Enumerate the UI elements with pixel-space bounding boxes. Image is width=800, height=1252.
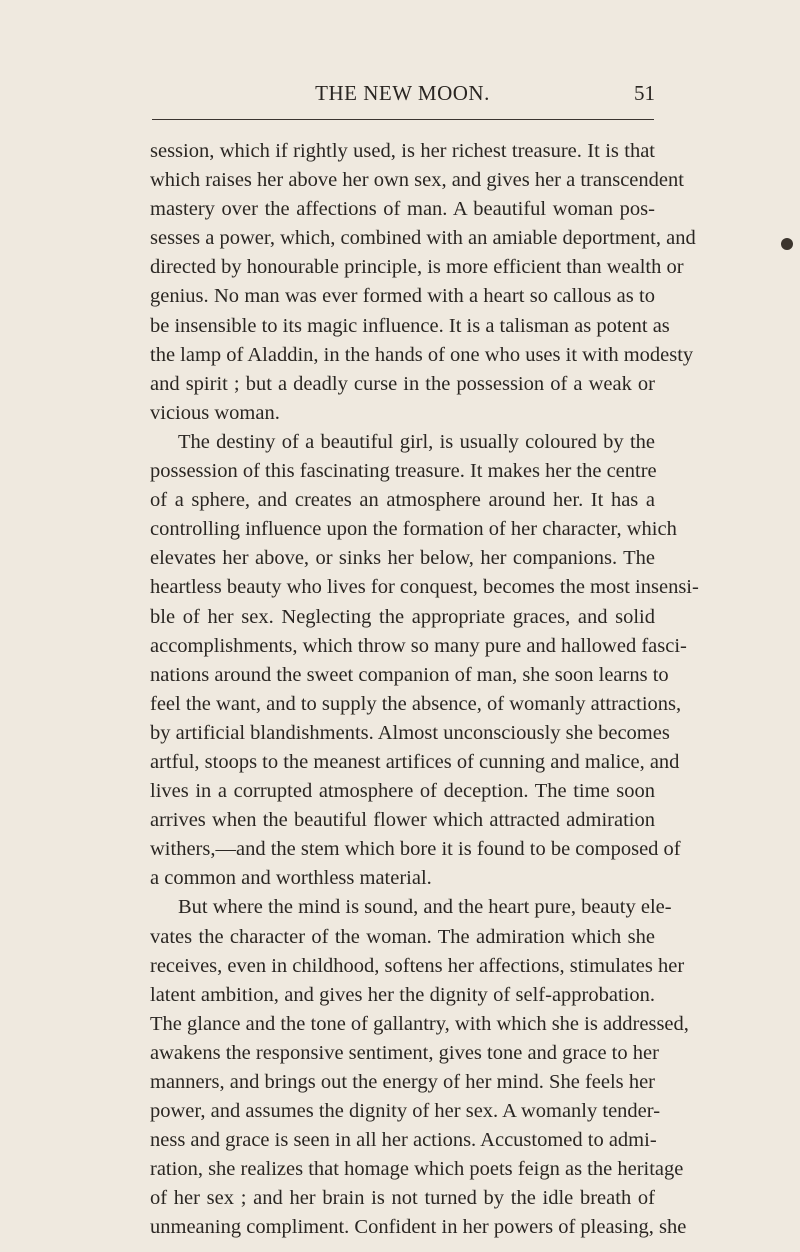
text-line: and spirit ; but a deadly curse in the possession of a weak or: [150, 372, 655, 395]
text-line: feel the want, and to supply the absence, of womanly attractions,: [150, 692, 682, 715]
text-line: arrives when the beautiful flower which attracted admiration: [150, 809, 655, 832]
text-line: unmeaning compliment. Confident in her powers of pleasing, she: [150, 1216, 687, 1239]
running-head: [150, 78, 655, 108]
text-line: be insensible to its magic influence. It is a talisman as potent as: [150, 314, 670, 337]
text-line: manners, and brings out the energy of her mind. She feels her: [150, 1071, 655, 1093]
text-line: latent ambition, and gives her the dignity of self-approbation.: [150, 983, 655, 1006]
text-line: by artificial blandishments. Almost unconsciously she becomes: [150, 721, 670, 744]
page-number: 51: [634, 81, 655, 105]
text-line: possession of this fascinating treasure. It makes her the centre: [150, 460, 657, 483]
ink-spot: [781, 238, 793, 250]
text-line: sesses a power, which, combined with an amiable deportment, and: [150, 227, 696, 250]
text-line: controlling influence upon the formation of her character, which: [150, 518, 677, 541]
text-line: elevates her above, or sinks her below, her companions. The: [150, 547, 655, 570]
text-line: But where the mind is sound, and the heart pure, beauty ele-: [178, 896, 672, 919]
text-line: lives in a corrupted atmosphere of deception. The time soon: [150, 780, 655, 803]
text-line: heartless beauty who lives for conquest, becomes the most insensi-: [150, 576, 699, 599]
text-line: ration, she realizes that homage which poets feign as the heritage: [150, 1158, 684, 1181]
text-line: the lamp of Aladdin, in the hands of one who uses it with modesty: [150, 343, 694, 366]
text-line: The destiny of a beautiful girl, is usually coloured by the: [178, 430, 655, 453]
text-line: mastery over the affections of man. A beautiful woman pos-: [150, 198, 655, 221]
text-line: nations around the sweet companion of man, she soon learns to: [150, 663, 669, 686]
text-line: receives, even in childhood, softens her affections, stimulates her: [150, 954, 685, 977]
text-line: power, and assumes the dignity of her sex. A womanly tender-: [150, 1100, 661, 1123]
text-line: of a sphere, and creates an atmosphere around her. It has a: [150, 489, 655, 512]
text-line: directed by honourable principle, is more efficient than wealth or: [150, 256, 684, 279]
text-line: which raises her above her own sex, and gives her a transcendent: [150, 169, 684, 192]
text-line: ness and grace is seen in all her actions. Accustomed to admi-: [150, 1129, 657, 1152]
text-line: vicious woman.: [150, 401, 280, 424]
text-line: session, which if rightly used, is her richest treasure. It is that: [150, 140, 655, 162]
text-line: artful, stoops to the meanest artifices of cunning and malice, and: [150, 750, 680, 773]
header-rule: [152, 119, 654, 120]
text-line: The glance and the tone of gallantry, with which she is addressed,: [150, 1012, 689, 1035]
text-line: awakens the responsive sentiment, gives tone and grace to her: [150, 1041, 659, 1064]
text-line: of her sex ; and her brain is not turned by the idle breath of: [150, 1187, 655, 1210]
text-line: accomplishments, which throw so many pure and hallowed fasci-: [150, 634, 687, 657]
text-line: a common and worthless material.: [150, 867, 432, 890]
body-text: [150, 137, 699, 1243]
text-line: withers,—and the stem which bore it is found to be composed of: [150, 838, 681, 861]
running-title: THE NEW MOON.: [315, 81, 490, 105]
text-line: ble of her sex. Neglecting the appropriate graces, and solid: [150, 605, 655, 628]
text-line: genius. No man was ever formed with a heart so callous as to: [150, 285, 655, 308]
text-line: vates the character of the woman. The admiration which she: [150, 925, 655, 948]
